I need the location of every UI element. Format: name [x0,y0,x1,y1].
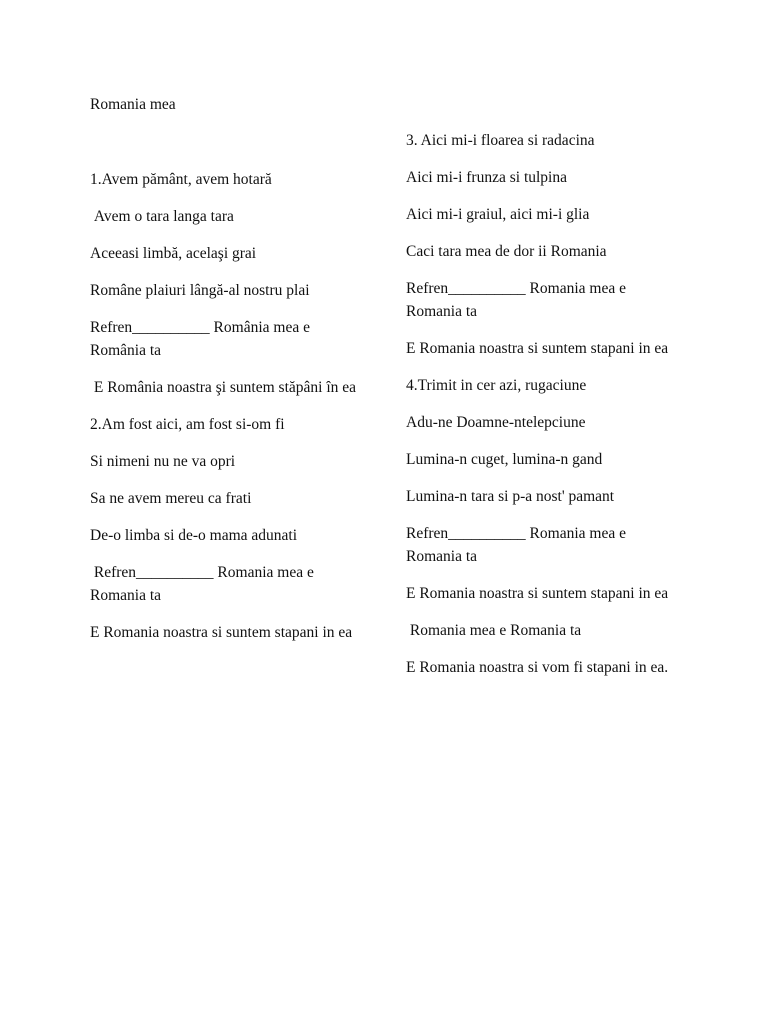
lyric-line: 2.Am fost aici, am fost si-om fi [90,416,285,433]
lyric-line: Caci tara mea de dor ii Romania [406,243,607,260]
lyric-line: Aici mi-i frunza si tulpina [406,169,567,186]
lyric-line: Avem o tara langa tara [90,208,234,225]
refrain-line: E România noastra şi suntem stăpâni în ea [90,379,357,396]
lyric-line: Si nimeni nu ne va opri [90,453,236,470]
lyric-line: Lumina-n tara si p-a nost' pamant [406,488,615,505]
lyric-line: Aici mi-i graiul, aici mi-i glia [406,206,590,223]
refrain-line: Romania mea e Romania ta [406,622,582,639]
refrain-line: E Romania noastra si suntem stapani in ea [406,585,669,602]
refrain-line: E Romania noastra si suntem stapani in ea [406,340,669,357]
lyric-line: 3. Aici mi-i floarea si radacina [406,132,595,149]
lyric-line: Sa ne avem mereu ca frati [90,490,252,507]
lyric-line: Române plaiuri lângă-al nostru plai [90,282,310,299]
refrain-line: Refren__________ Romania mea e Romania ta [90,564,318,604]
left-lyrics-column [90,168,365,658]
refrain-line: E Romania noastra si suntem stapani in ea [90,624,353,641]
lyric-line: De-o limba si de-o mama adunati [90,527,298,544]
refrain-line: E Romania noastra si vom fi stapani in ea. [406,659,669,676]
lyric-line: 4.Trimit in cer azi, rugaciune [406,377,587,394]
lyric-line: 1.Avem pământ, avem hotară [90,171,272,188]
refrain-line: Refren__________ Romania mea e Romania ta [406,280,630,320]
lyric-line: Aceeasi limbă, acelaşi grai [90,245,257,262]
right-lyrics-column [406,129,681,693]
refrain-line: Refren__________ România mea e România ta [90,319,314,359]
refrain-line: Refren__________ Romania mea e Romania ta [406,525,630,565]
lyric-line: Adu-ne Doamne-ntelepciune [406,414,586,431]
song-title: Romania mea [90,96,176,113]
lyric-line: Lumina-n cuget, lumina-n gand [406,451,603,468]
